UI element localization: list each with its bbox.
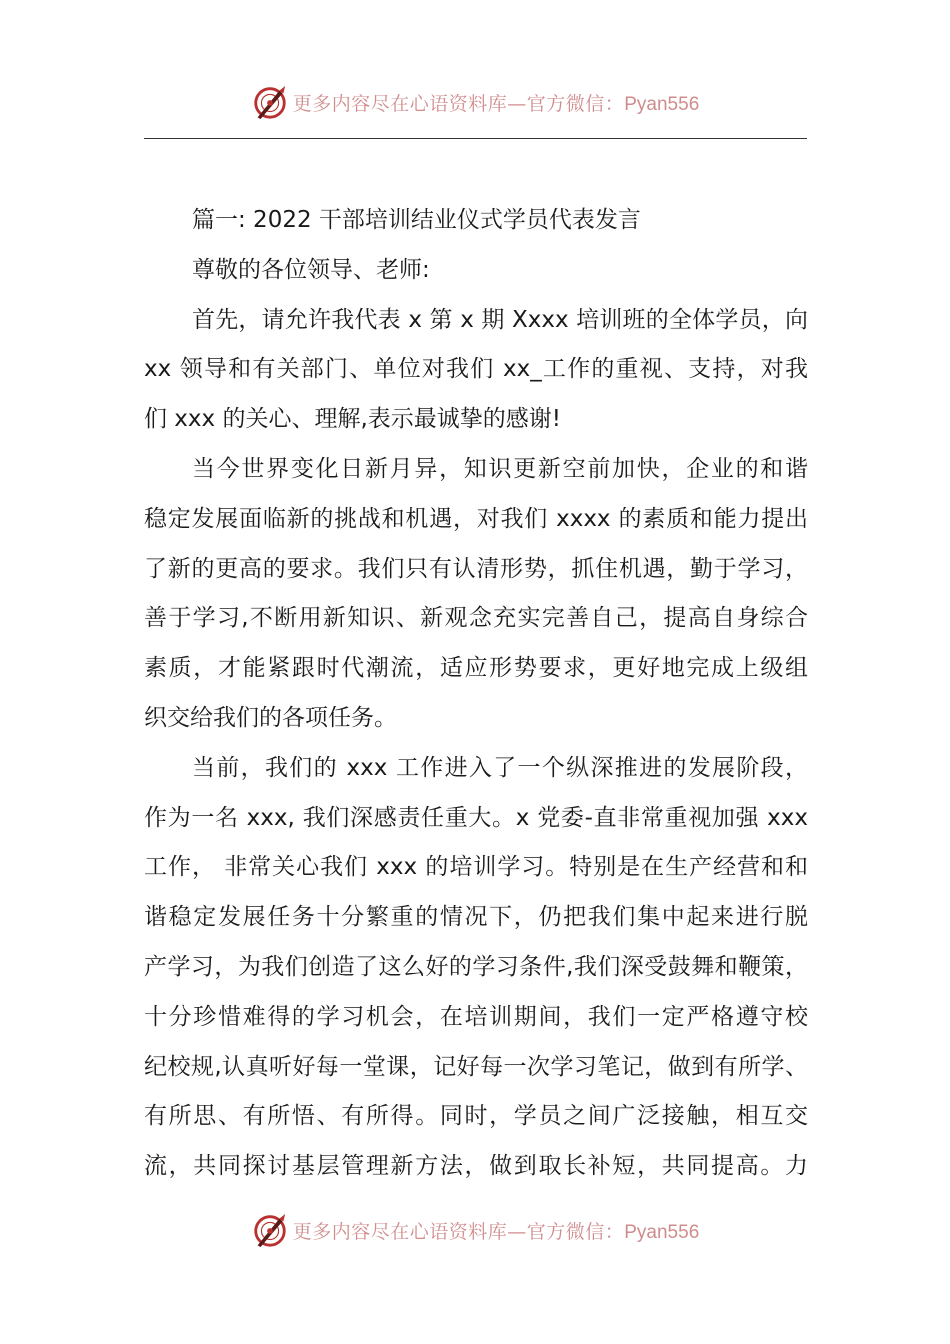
text-line: 当前，我们的 xxx 工作进入了一个纵深推进的发展阶段， (192, 754, 808, 781)
text-line: 当今世界变化日新月异，知识更新空前加快，企业的和谐 (192, 455, 808, 482)
text-line: 善于学习,不断用新知识、新观念充实完善自己，提高自身综合 (144, 605, 808, 632)
text-line: 流，共同探讨基层管理新方法，做到取长补短，共同提高。力 (144, 1153, 808, 1180)
text-line: 产学习，为我们创造了这么好的学习条件,我们深受鼓舞和鞭策， (144, 953, 808, 980)
footer-banner-text: 更多内容尽在心语资料库—官方微信： (292, 1220, 625, 1243)
text-line: 织交给我们的各项任务。 (144, 704, 397, 731)
document-body (144, 196, 808, 1192)
text-line: 们 xxx 的关心、理解,表示最诚挚的感谢! (144, 406, 561, 433)
header-divider (144, 138, 807, 139)
text-line: 十分珍惜难得的学习机会，在培训期间，我们一定严格遵守校 (144, 1003, 808, 1030)
text-line: 作为一名 xxx, 我们深感责任重大。x 党委-直非常重视加强 xxx (144, 804, 808, 831)
header-banner (0, 80, 950, 124)
text-line: 工作， 非常关心我们 xxx 的培训学习。特别是在生产经营和和 (144, 854, 808, 881)
text-line: 了新的更高的要求。我们只有认清形势，抓住机遇，勤于学习， (144, 555, 808, 582)
header-banner-text: 更多内容尽在心语资料库—官方微信： (292, 92, 625, 115)
text-line: 素质，才能紧跟时代潮流，适应形势要求，更好地完成上级组 (144, 655, 808, 682)
quill-logo-icon (251, 83, 289, 121)
text-line: 首先，请允许我代表 x 第 x 期 Xxxx 培训班的全体学员，向 (192, 306, 808, 333)
quill-logo-icon (251, 1211, 289, 1249)
text-line: 纪校规,认真听好每一堂课，记好每一次学习笔记，做到有所学、 (144, 1053, 808, 1080)
footer-wechat-id: Pyan556 (624, 1221, 700, 1243)
text-line: 尊敬的各位领导、老师: (192, 256, 430, 283)
text-line: 谐稳定发展任务十分繁重的情况下，仍把我们集中起来进行脱 (144, 904, 808, 931)
header-wechat-id: Pyan556 (624, 93, 700, 115)
text-line: xx 领导和有关部门、单位对我们 xx_工作的重视、支持，对我 (144, 356, 808, 383)
text-line: 有所思、有所悟、有所得。同时，学员之间广泛接触，相互交 (144, 1103, 808, 1130)
text-line: 篇一: 2022 干部培训结业仪式学员代表发言 (192, 207, 641, 233)
footer-banner (0, 1208, 950, 1252)
text-line: 稳定发展面临新的挑战和机遇，对我们 xxxx 的素质和能力提出 (144, 505, 808, 532)
